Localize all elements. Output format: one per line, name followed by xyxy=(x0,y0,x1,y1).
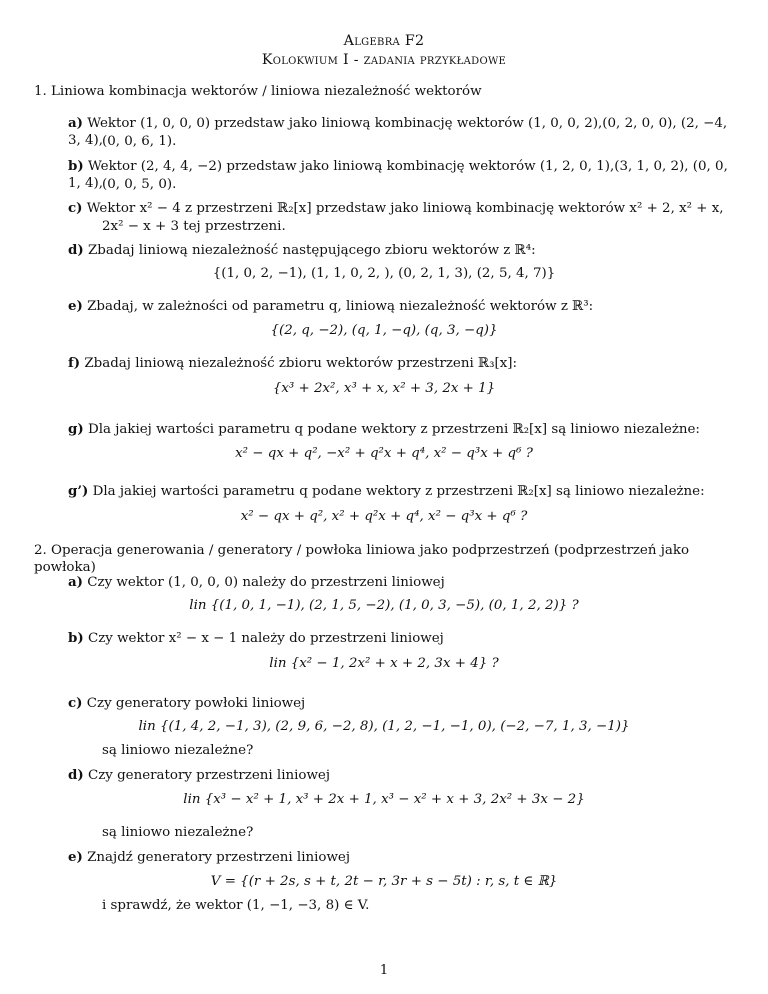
problem-2b xyxy=(68,630,732,648)
problem-label: g’) xyxy=(68,483,89,499)
formula-1g: x² − qx + q², −x² + q²x + q⁴, x² − q³x + q⁶ ? xyxy=(235,446,533,461)
problem-label: c) xyxy=(68,200,83,216)
problem-2d xyxy=(68,767,732,785)
problem-text: Dla jakiej wartości parametru q podane wektory z przestrzeni ℝ₂[x] są liniowo niezależne: xyxy=(92,484,705,499)
problem-1f xyxy=(68,355,732,373)
formula-2c: lin {(1, 4, 2, −1, 3), (2, 9, 6, −2, 8), (1, 2, −1, −1, 0), (−2, −7, 1, 3, −1)} xyxy=(138,719,630,734)
problem-1c xyxy=(68,200,732,218)
problem-text: Czy wektor (1, 0, 0, 0) należy do przestrzeni liniowej xyxy=(87,575,445,590)
formula-2d: lin {x³ − x² + 1, x³ + 2x + 1, x³ − x² + x + 3, 2x² + 3x − 2} xyxy=(183,792,585,807)
problem-text: Dla jakiej wartości parametru q podane wektory z przestrzeni ℝ₂[x] są liniowo niezależne: xyxy=(87,422,700,437)
section-1-heading: 1. Liniowa kombinacja wektorów / liniowa niezależność wektorów xyxy=(34,84,482,99)
problem-label: d) xyxy=(68,767,84,783)
formula-1g-prime: x² − qx + q², x² + q²x + q⁴, x² − q³x + q⁶ ? xyxy=(240,509,528,524)
problem-1g xyxy=(68,421,732,439)
problem-label: a) xyxy=(68,115,84,131)
problem-label: b) xyxy=(68,158,84,174)
problem-label: f) xyxy=(68,355,81,371)
problem-text: Wektor (2, 4, 4, −2) przedstaw jako liniową kombinację wektorów (1, 2, 0, 1),(3, 1, 0, 2), (0, 0, 1, 4), xyxy=(68,159,728,191)
problem-2e xyxy=(68,849,732,867)
problem-text: Zbadaj, w zależności od parametru q, liniową niezależność wektorów z ℝ³: xyxy=(87,299,594,314)
formula-1f: {x³ + 2x², x³ + x, x² + 3, 2x + 1} xyxy=(272,381,496,396)
section-2-heading: 2. Operacja generowania / generatory / powłoka liniowa jako podprzestrzeń (podprzestrzeń jako powłoka) xyxy=(34,543,690,575)
problem-label: g) xyxy=(68,421,84,437)
problem-text: Zbadaj liniową niezależność zbioru wektorów przestrzeni ℝ₃[x]: xyxy=(84,356,518,371)
problem-1g-prime xyxy=(68,483,732,501)
problem-label: e) xyxy=(68,849,83,865)
formula-2b: lin {x² − 1, 2x² + x + 2, 3x + 4} ? xyxy=(269,656,499,671)
problem-2e-continued: i sprawdź, że wektor (1, −1, −3, 8) ∈ V. xyxy=(102,898,370,913)
formula-2e: V = {(r + 2s, s + t, 2t − r, 3r + s − 5t) : r, s, t ∈ ℝ} xyxy=(210,874,558,889)
problem-2c xyxy=(68,695,732,713)
formula-1d: {(1, 0, 2, −1), (1, 1, 0, 2, ), (0, 2, 1, 3), (2, 5, 4, 7)} xyxy=(212,266,556,281)
document-title: Algebra F2 xyxy=(343,33,425,49)
problem-1a-continued: (0, 0, 6, 1). xyxy=(102,134,177,149)
page-number: 1 xyxy=(379,963,389,978)
problem-label: e) xyxy=(68,298,83,314)
problem-label: a) xyxy=(68,574,84,590)
problem-text: Czy generatory przestrzeni liniowej xyxy=(87,768,331,783)
problem-text: Czy wektor x² − x − 1 należy do przestrzeni liniowej xyxy=(87,631,444,646)
problem-text: Czy generatory powłoki liniowej xyxy=(86,696,306,711)
problem-1e xyxy=(68,298,732,316)
problem-text: Znajdź generatory przestrzeni liniowej xyxy=(87,850,350,865)
problem-1c-continued: 2x² − x + 3 tej przestrzeni. xyxy=(102,219,286,234)
problem-label: c) xyxy=(68,695,83,711)
problem-text: Wektor (1, 0, 0, 0) przedstaw jako liniową kombinację wektorów (1, 0, 0, 2),(0, 2, 0, 0), (2, −4, 3, 4), xyxy=(68,116,728,148)
problem-1d xyxy=(68,242,732,260)
problem-2d-continued: są liniowo niezależne? xyxy=(102,825,254,840)
problem-2c-continued: są liniowo niezależne? xyxy=(102,743,254,758)
problem-2a xyxy=(68,574,732,592)
formula-1e: {(2, q, −2), (q, 1, −q), (q, 3, −q)} xyxy=(270,323,498,338)
problem-text: Wektor x² − 4 z przestrzeni ℝ₂[x] przedstaw jako liniową kombinację wektorów x² + 2, x² + x, xyxy=(86,201,724,216)
document-subtitle: Kolokwium I - zadania przykładowe xyxy=(261,52,507,68)
formula-2a: lin {(1, 0, 1, −1), (2, 1, 5, −2), (1, 0, 3, −5), (0, 1, 2, 2)} ? xyxy=(189,598,579,613)
problem-text: Zbadaj liniową niezależność następującego zbioru wektorów z ℝ⁴: xyxy=(87,243,536,258)
problem-label: b) xyxy=(68,630,84,646)
problem-1b-continued: (0, 0, 5, 0). xyxy=(102,177,177,192)
problem-label: d) xyxy=(68,242,84,258)
